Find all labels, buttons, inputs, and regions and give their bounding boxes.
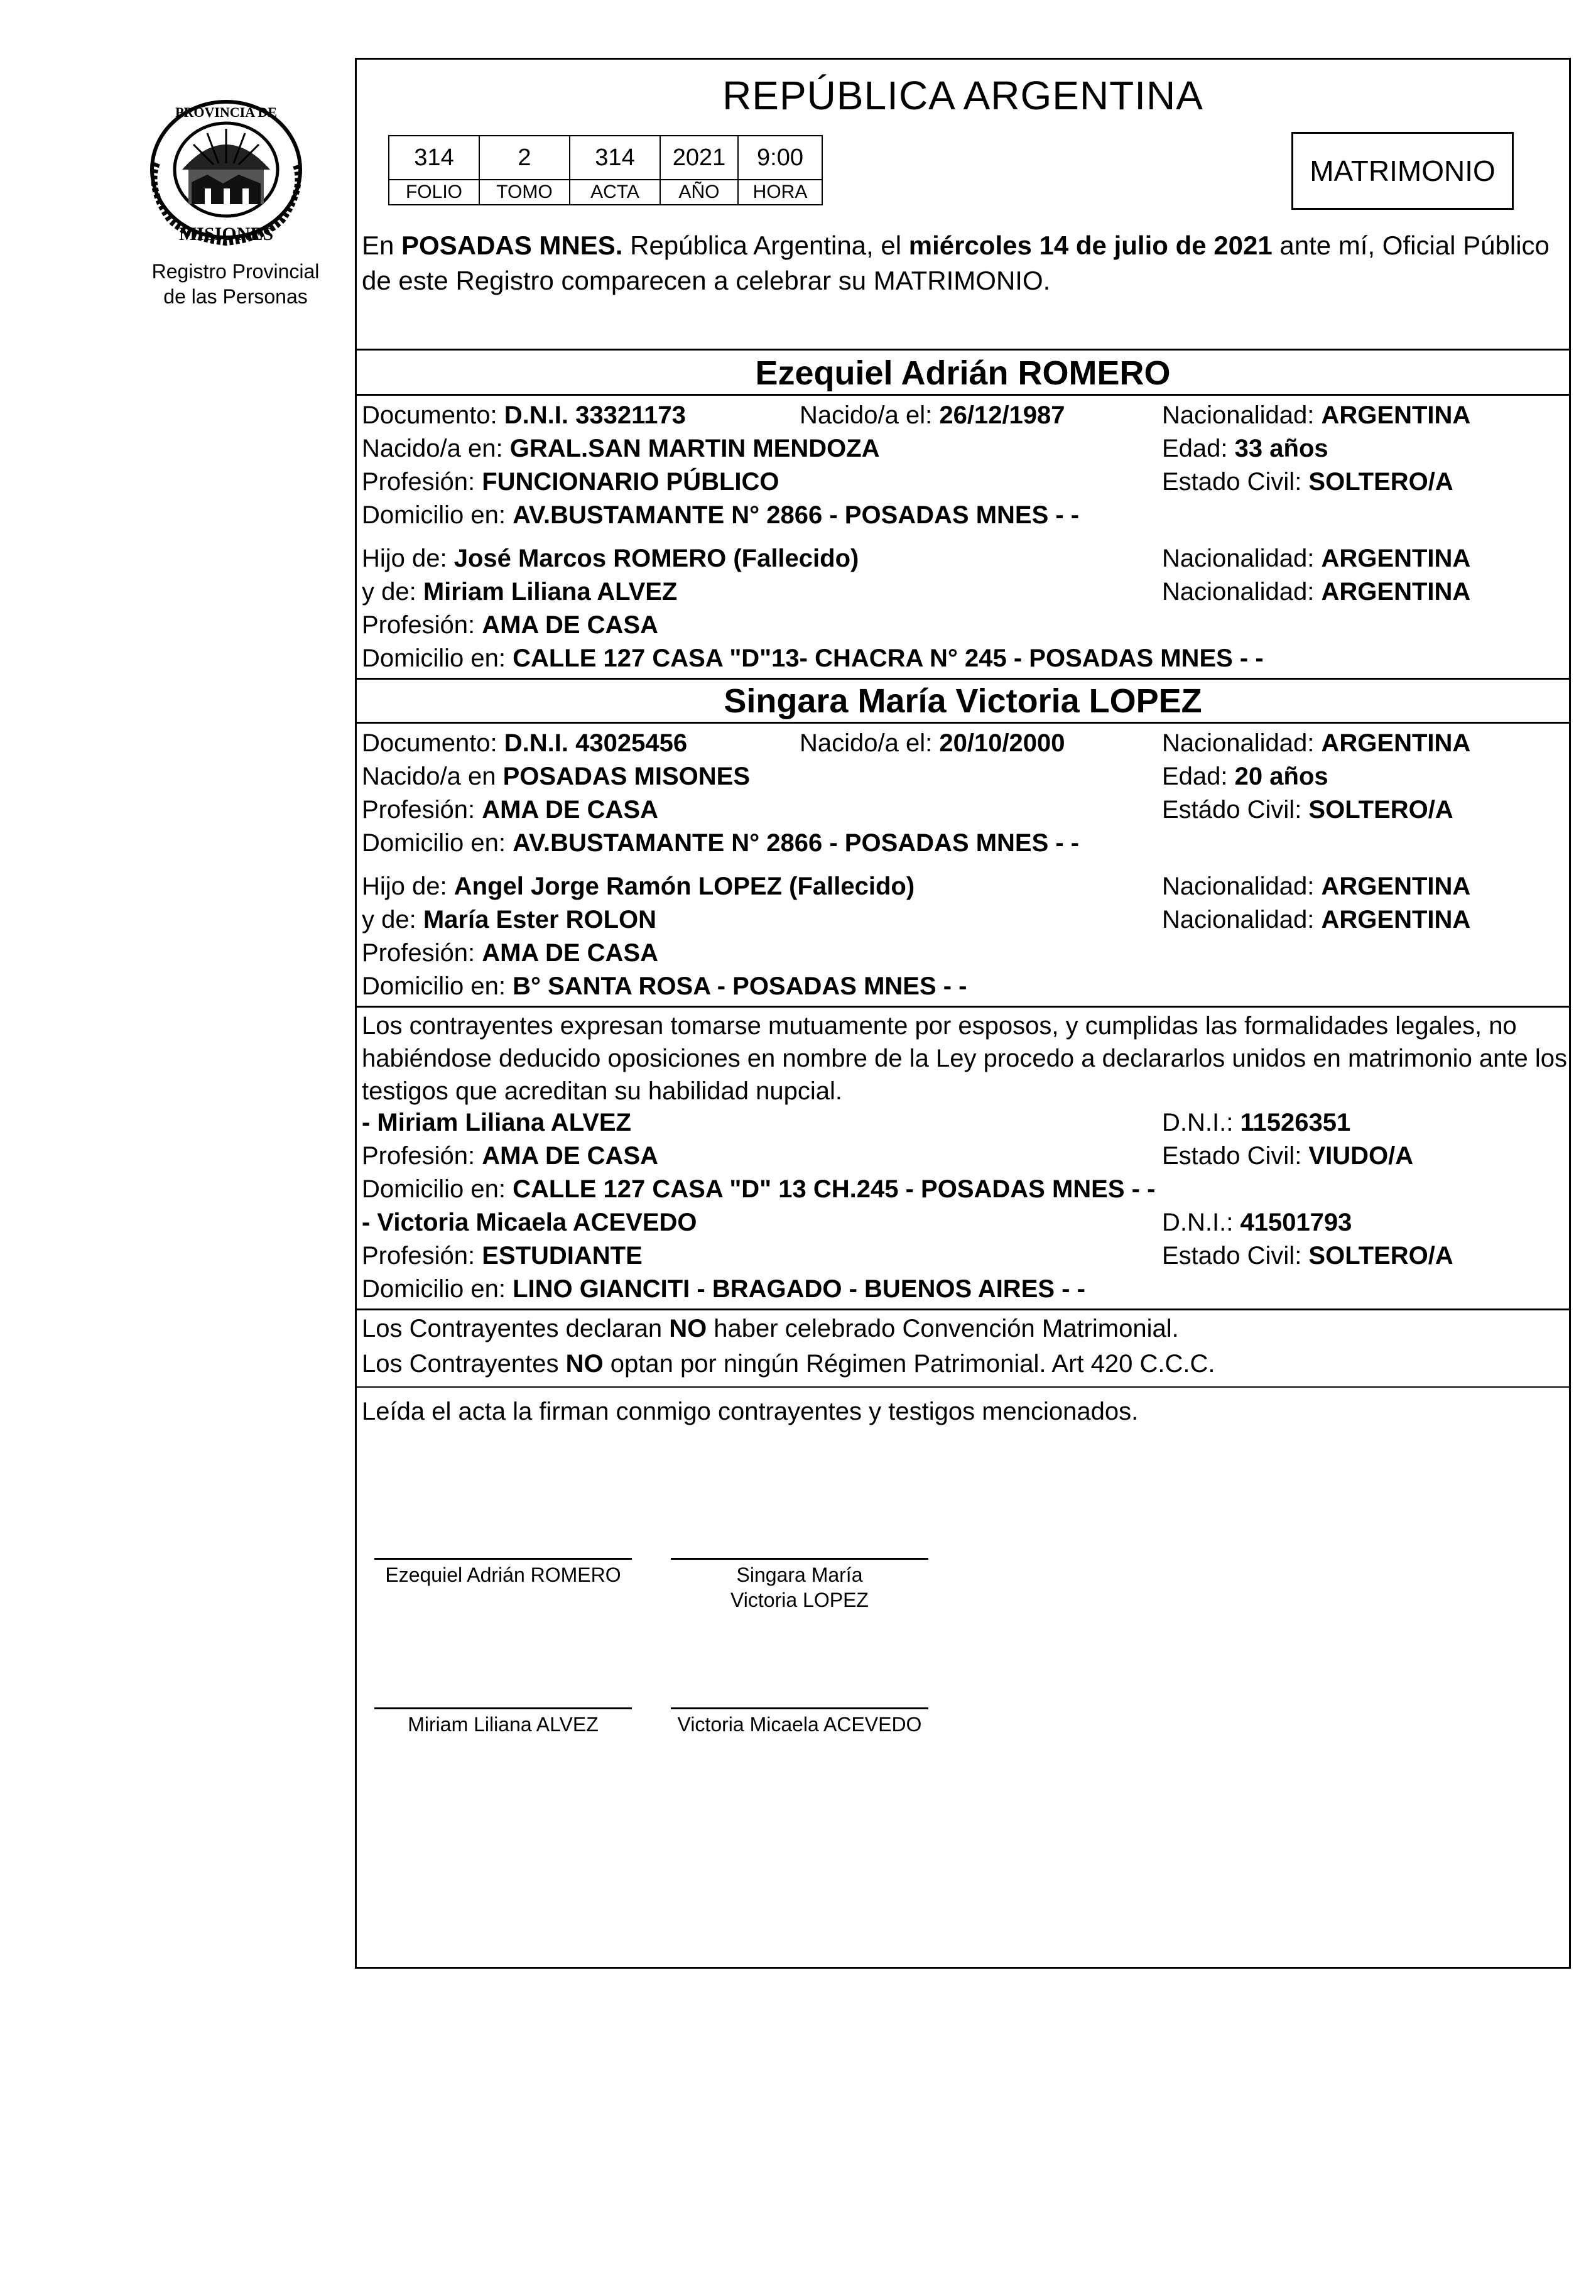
label: Domicilio en: [362, 972, 513, 1000]
registry-seal [144, 94, 308, 251]
value: ARGENTINA [1321, 729, 1471, 757]
text: Los Contrayentes [362, 1350, 566, 1378]
label: Profesión: [362, 1242, 482, 1270]
value: VIUDO/A [1308, 1142, 1414, 1170]
text: optan por ningún Régimen Patrimonial. Art 420 C.C.C. [603, 1350, 1215, 1378]
label: y de: [362, 906, 423, 933]
label: Nacido/a el: [800, 729, 940, 757]
value: AMA DE CASA [482, 939, 658, 967]
spouse1-father-nationality [1162, 543, 1470, 574]
label: Estado Civil: [1162, 468, 1309, 496]
label: Estado Civil: [1162, 1242, 1309, 1270]
value: POSADAS MISONES [502, 763, 750, 790]
divider [357, 678, 1569, 680]
label: Domicilio en: [362, 1275, 513, 1303]
label: Estádo Civil: [1162, 796, 1309, 824]
value: AV.BUSTAMANTE N° 2866 - POSADAS MNES - - [513, 829, 1080, 857]
registry-label-line2: de las Personas [163, 285, 308, 308]
value: B° SANTA ROSA - POSADAS MNES - - [513, 972, 967, 1000]
value: SOLTERO/A [1308, 1242, 1453, 1270]
intro-date: miércoles 14 de julio de 2021 [908, 231, 1273, 260]
intro-paragraph [362, 228, 1568, 298]
divider [357, 722, 1569, 724]
text: Los Contrayentes declaran [362, 1315, 670, 1342]
witness2-name: - Victoria Micaela ACEVEDO [362, 1209, 697, 1236]
witness2-address [362, 1274, 1085, 1304]
registry-label [94, 259, 377, 309]
value: ARGENTINA [1321, 545, 1471, 572]
tomo-label: TOMO [479, 180, 570, 205]
signature-name-spouse1: Ezequiel Adrián ROMERO [385, 1564, 621, 1586]
label: Documento: [362, 401, 504, 429]
label: Edad: [1162, 435, 1235, 462]
intro-text-2: República Argentina, el [622, 231, 909, 260]
spouse2-parent-address [362, 971, 967, 1001]
tomo-value: 2 [479, 136, 570, 180]
value: 20 años [1234, 763, 1328, 790]
label: Profesión: [362, 939, 482, 967]
label: Profesión: [362, 1142, 482, 1170]
anio-value: 2021 [660, 136, 738, 180]
spouse1-name: Ezequiel Adrián ROMERO [755, 354, 1171, 392]
signature-name-witness1: Miriam Liliana ALVEZ [408, 1713, 599, 1736]
value: 26/12/1987 [939, 401, 1065, 429]
value: D.N.I. 33321173 [504, 401, 686, 429]
spouse2-profession [362, 795, 658, 825]
value: ARGENTINA [1321, 873, 1471, 900]
spouse1-age [1162, 433, 1328, 464]
label: Domicilio en: [362, 501, 513, 529]
label: y de: [362, 578, 423, 606]
value: LINO GIANCITI - BRAGADO - BUENOS AIRES - - [513, 1275, 1085, 1303]
value: ARGENTINA [1321, 401, 1471, 429]
spouse2-document [362, 728, 687, 758]
value: ARGENTINA [1321, 578, 1471, 606]
folio-value: 314 [389, 136, 479, 180]
value: GRAL.SAN MARTIN MENDOZA [509, 435, 880, 462]
value: ARGENTINA [1321, 906, 1471, 933]
intro-text-3: ante mí, Oficial Público de este Registro comparecen a celebrar su MATRIMONIO. [362, 231, 1550, 295]
spouse2-nationality [1162, 728, 1470, 758]
seal-text-top: PROVINCIA DE [175, 104, 277, 120]
spouse2-parent-profession [362, 938, 658, 968]
signature-name-spouse2: Singara María Victoria LOPEZ [730, 1564, 869, 1611]
spouse2-civil-status [1162, 795, 1453, 825]
value: 41501793 [1240, 1209, 1352, 1236]
label: Hijo de: [362, 545, 454, 572]
value: AMA DE CASA [482, 796, 658, 824]
spouse1-document [362, 400, 686, 430]
record-frame [355, 58, 1571, 1969]
label: Documento: [362, 729, 504, 757]
spouse2-mother [362, 905, 656, 935]
convention-line2 [362, 1349, 1215, 1379]
spouse2-birthdate [800, 728, 1065, 758]
value: José Marcos ROMERO (Fallecido) [453, 545, 859, 572]
spouse2-father-nationality [1162, 871, 1470, 901]
label: Profesión: [362, 468, 482, 496]
hora-label: HORA [738, 180, 822, 205]
folio-label: FOLIO [389, 180, 479, 205]
value: D.N.I. 43025456 [504, 729, 688, 757]
value: SOLTERO/A [1308, 468, 1453, 496]
registry-label-line1: Registro Provincial [151, 260, 320, 283]
witness1-dni [1162, 1107, 1350, 1138]
spouse2-mother-nationality [1162, 905, 1470, 935]
label: Nacionalidad: [1162, 873, 1322, 900]
spouse2-birthplace [362, 761, 750, 792]
witness2-dni [1162, 1207, 1352, 1238]
spouse2-age [1162, 761, 1328, 792]
spouse2-father [362, 871, 915, 901]
value: María Ester ROLON [423, 906, 657, 933]
label: D.N.I.: [1162, 1209, 1240, 1236]
label: Nacionalidad: [1162, 401, 1322, 429]
value: 20/10/2000 [939, 729, 1065, 757]
witness1-name: - Miriam Liliana ALVEZ [362, 1109, 631, 1136]
value: SOLTERO/A [1308, 796, 1453, 824]
record-type-box: MATRIMONIO [1291, 132, 1514, 210]
label: Hijo de: [362, 873, 454, 900]
divider [357, 349, 1569, 351]
signature-line [671, 1558, 928, 1560]
label: Nacionalidad: [1162, 906, 1322, 933]
spouse1-nationality [1162, 400, 1470, 430]
value: AV.BUSTAMANTE N° 2866 - POSADAS MNES - - [513, 501, 1080, 529]
text: haber celebrado Convención Matrimonial. [707, 1315, 1179, 1342]
label: D.N.I.: [1162, 1109, 1240, 1136]
label: Estado Civil: [1162, 1142, 1309, 1170]
label: Domicilio en: [362, 1175, 513, 1203]
record-numbers-table [388, 135, 823, 205]
label: Profesión: [362, 611, 482, 639]
signature-name-witness2: Victoria Micaela ACEVEDO [677, 1713, 922, 1736]
signature-line [374, 1558, 632, 1560]
hora-value: 9:00 [738, 136, 822, 180]
signature-line [671, 1707, 928, 1709]
spouse2-name: Singara María Victoria LOPEZ [724, 682, 1202, 720]
spouse1-parent-profession [362, 610, 658, 640]
label: Nacionalidad: [1162, 578, 1322, 606]
label: Edad: [1162, 763, 1235, 790]
value: AMA DE CASA [482, 611, 658, 639]
witness1-civil-status [1162, 1141, 1413, 1171]
spouse1-birthdate [800, 400, 1065, 430]
country-title: REPÚBLICA ARGENTINA [722, 73, 1203, 118]
value: Miriam Liliana ALVEZ [423, 578, 678, 606]
value: 11526351 [1240, 1109, 1351, 1136]
acta-value: 314 [570, 136, 660, 180]
spouse1-birthplace [362, 433, 880, 464]
intro-place: POSADAS MNES. [401, 231, 623, 260]
value: Angel Jorge Ramón LOPEZ (Fallecido) [453, 873, 915, 900]
spouse1-address [362, 500, 1079, 530]
value: CALLE 127 CASA "D"13- CHACRA N° 245 - POSADAS MNES - - [513, 645, 1264, 672]
witness2-profession [362, 1241, 643, 1271]
value: 33 años [1234, 435, 1328, 462]
spouse1-civil-status [1162, 467, 1453, 497]
witness1-profession [362, 1141, 658, 1171]
acta-label: ACTA [570, 180, 660, 205]
divider [357, 1386, 1569, 1388]
spouse1-mother [362, 577, 677, 607]
witness1-address [362, 1174, 1155, 1204]
spouse2-address [362, 828, 1079, 858]
closing-statement: Leída el acta la firman conmigo contrayentes y testigos mencionados. [362, 1398, 1139, 1425]
text-bold: NO [669, 1315, 707, 1342]
text-bold: NO [565, 1350, 604, 1378]
convention-line1 [362, 1314, 1179, 1344]
anio-label: AÑO [660, 180, 738, 205]
label: Nacionalidad: [1162, 729, 1322, 757]
divider [357, 1006, 1569, 1008]
declaration-paragraph: Los contrayentes expresan tomarse mutuamente por esposos, y cumplidas las formalidades legales, no habiéndose deducido oposiciones en nombre de la Ley procedo a declararlos unidos en matrimonio ante los testigos que acreditan su habilidad nupcial. [362, 1012, 1568, 1105]
value: AMA DE CASA [482, 1142, 658, 1170]
spouse1-profession [362, 467, 779, 497]
label: Nacido/a el: [800, 401, 940, 429]
value: FUNCIONARIO PÚBLICO [482, 468, 779, 496]
label: Domicilio en: [362, 829, 513, 857]
signature-line [374, 1707, 632, 1709]
label: Nacido/a en: [362, 435, 510, 462]
label: Nacionalidad: [1162, 545, 1322, 572]
value: CALLE 127 CASA "D" 13 CH.245 - POSADAS MNES - - [513, 1175, 1156, 1203]
divider [357, 1309, 1569, 1310]
intro-text-1: En [362, 231, 402, 260]
seal-text-bottom: MISIONES [178, 224, 274, 244]
witness2-civil-status [1162, 1241, 1453, 1271]
spouse1-mother-nationality [1162, 577, 1470, 607]
label: Nacido/a en [362, 763, 503, 790]
value: ESTUDIANTE [482, 1242, 643, 1270]
divider [357, 394, 1569, 396]
spouse1-father [362, 543, 859, 574]
label: Domicilio en: [362, 645, 513, 672]
spouse1-parent-address [362, 643, 1264, 673]
label: Profesión: [362, 796, 482, 824]
